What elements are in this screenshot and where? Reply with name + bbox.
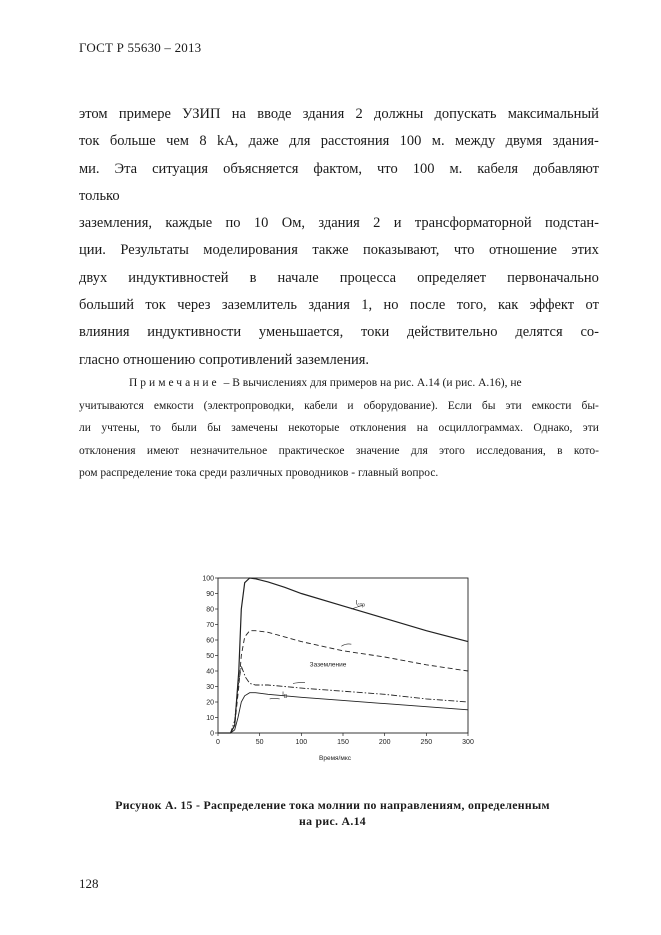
paragraph-line bbox=[79, 101, 599, 128]
x-tick-label: 250 bbox=[420, 739, 433, 746]
word: здания bbox=[318, 215, 360, 232]
current-distribution-chart bbox=[198, 570, 488, 770]
paragraph-line bbox=[79, 265, 599, 292]
note-block bbox=[79, 372, 599, 485]
word: оборудование). bbox=[363, 399, 438, 412]
word: замечены bbox=[231, 422, 278, 434]
x-tick-label: 150 bbox=[337, 739, 349, 746]
word: эти bbox=[505, 399, 522, 412]
word: но bbox=[383, 297, 399, 314]
word: в bbox=[249, 269, 257, 286]
word: кабели bbox=[304, 399, 338, 412]
word: после bbox=[409, 297, 446, 314]
word: объясняется bbox=[223, 160, 299, 177]
x-axis-label: Время/мкс bbox=[319, 755, 351, 762]
word: здания- bbox=[552, 133, 599, 150]
word: бы bbox=[481, 399, 496, 412]
word: то bbox=[150, 422, 161, 434]
y-tick-label: 90 bbox=[206, 591, 214, 598]
word: Эта bbox=[114, 160, 138, 177]
word: определяет bbox=[417, 269, 487, 286]
word: в bbox=[557, 444, 563, 457]
word: некоторые bbox=[288, 422, 340, 434]
y-tick-label: 70 bbox=[206, 622, 214, 629]
word: осциллограммах. bbox=[438, 422, 523, 434]
word: подстан- bbox=[545, 215, 599, 232]
word: Однако, bbox=[533, 422, 573, 434]
word: 100 bbox=[412, 160, 435, 177]
note-line bbox=[79, 462, 599, 485]
word: индуктивностей bbox=[128, 269, 229, 286]
word: больший bbox=[79, 297, 134, 314]
word: того, bbox=[456, 297, 487, 314]
word: даже bbox=[248, 133, 279, 150]
word: УЗИП bbox=[182, 106, 221, 122]
word: как bbox=[497, 297, 519, 314]
word: моделирования bbox=[203, 242, 298, 259]
x-tick-label: 300 bbox=[462, 739, 474, 746]
paragraph-line bbox=[79, 156, 599, 183]
word: емкости bbox=[531, 399, 572, 412]
y-tick-label: 60 bbox=[206, 637, 214, 645]
word: что bbox=[453, 242, 475, 259]
word: фактом, bbox=[313, 160, 363, 177]
paragraph-line-text: гласно отношению сопротивлений заземления. bbox=[79, 351, 370, 368]
y-tick-label: 80 bbox=[206, 606, 214, 614]
caption-line: Рисунок А. 15 - Распределение тока молнии по направлениям, определенным bbox=[115, 798, 550, 812]
x-tick-label: 0 bbox=[216, 739, 220, 746]
word: заземлитель bbox=[221, 297, 298, 314]
word: показывают, bbox=[363, 242, 440, 259]
paragraph-line bbox=[79, 292, 599, 319]
word: 2 bbox=[355, 106, 363, 122]
word: делятся bbox=[515, 324, 563, 341]
note-line-text: – В вычислениях для примеров на рис. А.14 (и рис. А.16), не bbox=[223, 377, 522, 389]
word: этих bbox=[571, 242, 599, 259]
word: чем bbox=[166, 133, 189, 150]
word: вводе bbox=[257, 106, 292, 122]
word: отношение bbox=[488, 242, 557, 259]
note-line bbox=[79, 417, 599, 440]
word: Ом, bbox=[281, 215, 306, 232]
word: этом bbox=[79, 106, 108, 122]
word: двух bbox=[79, 269, 108, 286]
word: ми. bbox=[79, 160, 100, 177]
word: каждые bbox=[165, 215, 213, 232]
series-line bbox=[218, 666, 468, 733]
word: между bbox=[454, 133, 496, 150]
word: кабеля bbox=[477, 160, 519, 177]
paragraph-line bbox=[79, 319, 599, 346]
figure-caption bbox=[60, 797, 605, 829]
word: учитываются bbox=[79, 399, 144, 412]
word: (электропроводки, bbox=[203, 399, 295, 412]
curve-label: Заземление bbox=[309, 661, 347, 669]
word: и bbox=[347, 399, 354, 412]
word: ситуация bbox=[152, 160, 209, 177]
series-line bbox=[218, 690, 468, 733]
word: эти bbox=[582, 422, 599, 434]
word: что bbox=[377, 160, 398, 177]
note-line bbox=[79, 372, 599, 395]
word: допускать bbox=[434, 106, 497, 122]
word: трансформаторной bbox=[414, 215, 532, 232]
y-tick-label: 40 bbox=[206, 668, 214, 676]
word: отклонения bbox=[349, 422, 407, 434]
word: начале bbox=[277, 269, 319, 286]
label-leader bbox=[293, 682, 305, 683]
y-tick-label: 100 bbox=[202, 575, 214, 583]
word: практическое bbox=[278, 444, 345, 457]
word: Если bbox=[447, 399, 472, 412]
series-line bbox=[218, 631, 468, 733]
label-leader bbox=[341, 644, 351, 646]
word: процесса bbox=[339, 269, 397, 286]
word: влияния bbox=[79, 324, 130, 341]
word: бы- bbox=[581, 399, 599, 412]
word: также bbox=[312, 242, 349, 259]
word: двумя bbox=[505, 133, 543, 150]
word: здания bbox=[308, 297, 350, 314]
y-tick-label: 10 bbox=[206, 715, 214, 722]
word: кото- bbox=[573, 444, 599, 457]
word: по bbox=[225, 215, 241, 232]
word: заземления, bbox=[79, 215, 152, 232]
word: через bbox=[177, 297, 211, 314]
word: и bbox=[393, 215, 402, 232]
series-line bbox=[218, 578, 468, 733]
paragraph-line bbox=[79, 128, 599, 155]
word: для bbox=[289, 133, 311, 150]
word: ток bbox=[79, 133, 100, 150]
word: бы bbox=[207, 422, 221, 434]
word: учтены, bbox=[101, 422, 140, 434]
note-line bbox=[79, 395, 599, 418]
word: м. bbox=[431, 133, 445, 150]
word: этого bbox=[439, 444, 465, 457]
word: емкости bbox=[153, 399, 194, 412]
word: больше bbox=[109, 133, 156, 150]
word: 1, bbox=[361, 297, 373, 314]
document-header: ГОСТ Р 55630 – 2013 bbox=[79, 40, 202, 55]
word: здания bbox=[302, 106, 345, 122]
word: незначительное bbox=[190, 444, 268, 457]
word: должны bbox=[374, 106, 424, 122]
paragraph-line bbox=[79, 347, 599, 374]
page-number: 128 bbox=[79, 876, 99, 891]
note-line bbox=[79, 440, 599, 463]
word: имеют bbox=[146, 444, 179, 457]
y-tick-label: 0 bbox=[210, 730, 214, 738]
x-tick-label: 100 bbox=[295, 739, 308, 746]
word: 10 bbox=[253, 215, 269, 232]
body-paragraph bbox=[79, 101, 599, 374]
paragraph-line bbox=[79, 210, 599, 237]
word: добавляют bbox=[533, 160, 599, 177]
word: для bbox=[410, 444, 428, 457]
y-tick-label: 20 bbox=[206, 699, 214, 707]
word: были bbox=[171, 422, 197, 434]
paragraph-line bbox=[79, 237, 599, 264]
word: Результаты bbox=[120, 242, 189, 259]
word: действительно bbox=[406, 324, 498, 341]
word: первоначально bbox=[507, 269, 599, 286]
caption-line: на рис. А.14 bbox=[298, 814, 366, 828]
word: на bbox=[416, 422, 429, 434]
word: исследования, bbox=[476, 444, 546, 457]
paragraph-line-current bbox=[79, 183, 599, 210]
word: значение bbox=[355, 444, 400, 457]
word: ции. bbox=[79, 242, 106, 259]
word: от bbox=[585, 297, 599, 314]
word: максимальный bbox=[507, 106, 599, 122]
word: 8 bbox=[199, 133, 207, 150]
word: эффект bbox=[529, 297, 575, 314]
word: 100 bbox=[399, 133, 422, 150]
word: 2 bbox=[373, 215, 381, 232]
word: отклонения bbox=[79, 444, 136, 457]
word: на bbox=[231, 106, 246, 122]
word: только bbox=[79, 187, 120, 204]
curve-label: $I_{стр}$ bbox=[355, 599, 365, 609]
word: примере bbox=[118, 106, 171, 122]
word: индуктивности bbox=[147, 324, 242, 341]
word: ток bbox=[145, 297, 166, 314]
y-tick-label: 50 bbox=[206, 653, 214, 660]
plot-frame bbox=[218, 578, 468, 733]
label-leader bbox=[270, 698, 280, 699]
x-tick-label: 50 bbox=[255, 739, 264, 746]
word: ли bbox=[79, 422, 91, 434]
word: со- bbox=[580, 324, 599, 341]
word: м. bbox=[449, 160, 463, 177]
x-tick-label: 200 bbox=[378, 739, 391, 746]
note-line-text: ром распределение тока среди различных проводников - главный вопрос. bbox=[79, 467, 439, 479]
curve-label: $I_B$ bbox=[282, 690, 288, 700]
word: kA, bbox=[216, 133, 239, 150]
word: расстояния bbox=[320, 133, 390, 150]
note-label: Примечание bbox=[129, 377, 220, 389]
word: токи bbox=[361, 324, 390, 341]
y-tick-label: 30 bbox=[206, 684, 214, 691]
word: уменьшается, bbox=[258, 324, 344, 341]
